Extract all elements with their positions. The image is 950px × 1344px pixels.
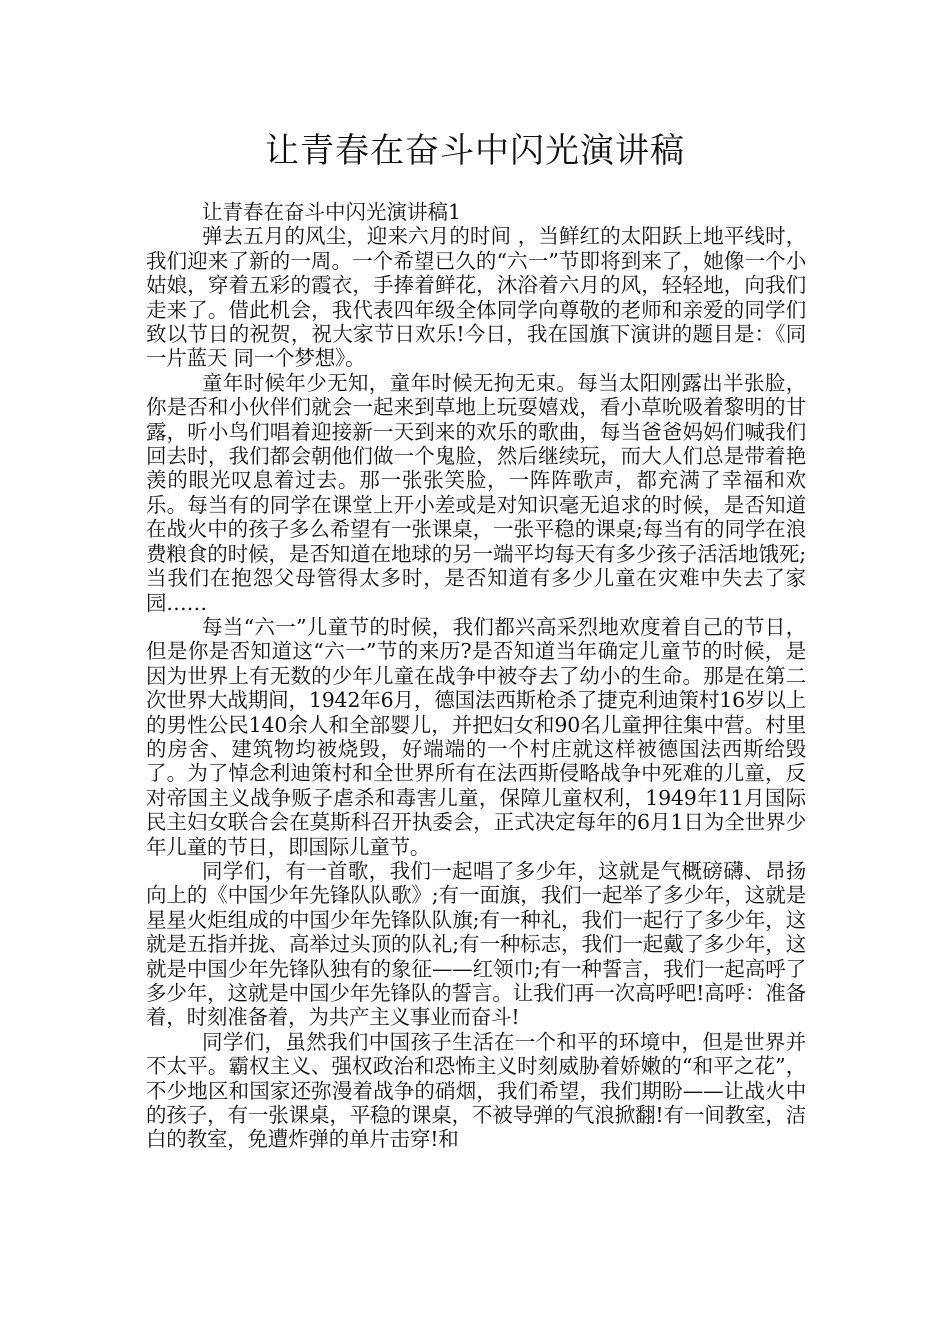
paragraph-1: 弹去五月的风尘，迎来六月的时间 ，当鲜红的太阳跃上地平线时，我们迎来了新的一周。一个希望已久的“六一”节即将到来了，她像一个小姑娘，穿着五彩的霞衣，手捧着鲜花，沐浴着六月的风，轻轻地，向我们走来了。借此机会，我代表四年级全体同学向尊敬的老师和亲爱的同学们致以节日的祝贺，祝大家节日欢乐!今日，我在国旗下演讲的题目是：《同一片蓝天 同一个梦想》。 xyxy=(146,224,806,371)
paragraph-4: 同学们，有一首歌，我们一起唱了多少年，这就是气概磅礴、昂扬向上的《中国少年先锋队队歌》;有一面旗，我们一起举了多少年，这就是星星火炬组成的中国少年先锋队队旗;有一种礼，我们一起行了多少年，这就是五指并拢、高举过头顶的队礼;有一种标志，我们一起戴了多少年，这就是中国少年先锋队独有的象征——红领巾;有一种誓言，我们一起高呼了多少年，这就是中国少年先锋队的誓言。让我们再一次高呼吧!高呼：准备着，时刻准备着，为共产主义事业而奋斗! xyxy=(146,858,806,1030)
document-subtitle: 让青春在奋斗中闪光演讲稿1 xyxy=(202,200,462,224)
document-title: 让青春在奋斗中闪光演讲稿 xyxy=(265,131,685,171)
paragraph-5: 同学们，虽然我们中国孩子生活在一个和平的环境中，但是世界并不太平。霸权主义、强权政治和恐怖主义时刻威胁着娇嫩的“和平之花”，不少地区和国家还弥漫着战争的硝烟，我们希望，我们期盼——让战火中的孩子，有一张课桌，平稳的课桌，不被导弹的气浪掀翻!有一间教室，洁白的教室，免遭炸弹的单片击穿!和 xyxy=(146,1029,806,1152)
document-body xyxy=(146,200,806,1152)
paragraph-3: 每当“六一”儿童节的时候，我们都兴高采烈地欢度着自己的节日，但是你是否知道这“六一”节的来历?是否知道当年确定儿童节的时候，是因为世界上有无数的少年儿童在战争中被夺去了幼小的生命。那是在第二次世界大战期间，1942年6月，德国法西斯枪杀了捷克利迪策村16岁以上的男性公民140余人和全部婴儿，并把妇女和90名儿童押往集中营。村里的房舍、建筑物均被烧毁，好端端的一个村庄就这样被德国法西斯给毁了。为了悼念利迪策村和全世界所有在法西斯侵略战争中死难的儿童，反对帝国主义战争贩子虐杀和毒害儿童，保障儿童权利，1949年11月国际民主妇女联合会在莫斯科召开执委会，正式决定每年的6月1日为全世界少年儿童的节日，即国际儿童节。 xyxy=(146,614,806,859)
paragraph-2: 童年时候年少无知，童年时候无拘无束。每当太阳刚露出半张脸，你是否和小伙伴们就会一起来到草地上玩耍嬉戏，看小草吮吸着黎明的甘露，听小鸟们唱着迎接新一天到来的欢乐的歌曲，每当爸爸妈妈们喊我们回去时，我们都会朝他们做一个鬼脸，然后继续玩，而大人们总是带着艳羡的眼光叹息着过去。那一张张笑脸，一阵阵歌声，都充满了幸福和欢乐。每当有的同学在课堂上开小差或是对知识毫无追求的时候，是否知道在战火中的孩子多么希望有一张课桌，一张平稳的课桌;每当有的同学在浪费粮食的时候，是否知道在地球的另一端平均每天有多少孩子活活地饿死;当我们在抱怨父母管得太多时，是否知道有多少儿童在灾难中失去了家园…… xyxy=(146,370,806,615)
